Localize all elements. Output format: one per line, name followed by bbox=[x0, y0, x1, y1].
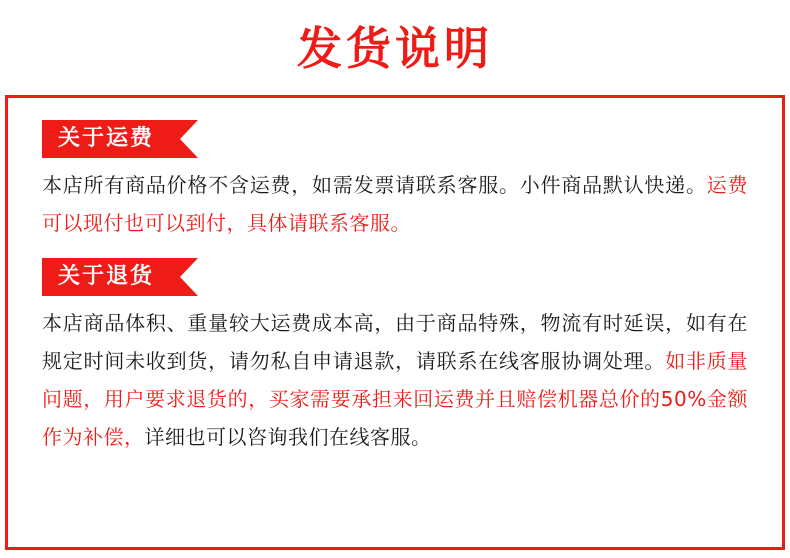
text-run: 详细也可以咨询我们在线客服。 bbox=[144, 425, 432, 449]
text-run-highlight: 运费可以现付也可以到付，具体请联系客服。 bbox=[42, 173, 749, 235]
section-body-shipping-fee bbox=[42, 166, 748, 242]
text-run: 本店商品体积、重量较大运费成本高，由于商品特殊，物流有时延误，如有在规定时间未收到货，请勿私自申请退款，请联系在线客服协调处理。 bbox=[42, 311, 748, 373]
section-banner-wrap bbox=[42, 258, 748, 296]
section-shipping-fee bbox=[42, 120, 748, 242]
text-run-highlight: 如非质量问题，用户要求退货的，买家需要承担来回运费并且赔偿机器总价的50%金额作为补偿， bbox=[42, 349, 749, 449]
content-frame bbox=[5, 95, 785, 550]
section-banner-wrap bbox=[42, 120, 748, 158]
section-banner-returns: 关于退货 bbox=[42, 258, 180, 296]
section-body-returns bbox=[42, 304, 748, 456]
text-run: 本店所有商品价格不含运费，如需发票请联系客服。小件商品默认快递。 bbox=[42, 173, 707, 197]
section-returns bbox=[42, 258, 748, 456]
content-inner bbox=[8, 98, 782, 466]
section-banner-shipping-fee: 关于运费 bbox=[42, 120, 180, 158]
page-title: 发货说明 bbox=[296, 22, 493, 75]
